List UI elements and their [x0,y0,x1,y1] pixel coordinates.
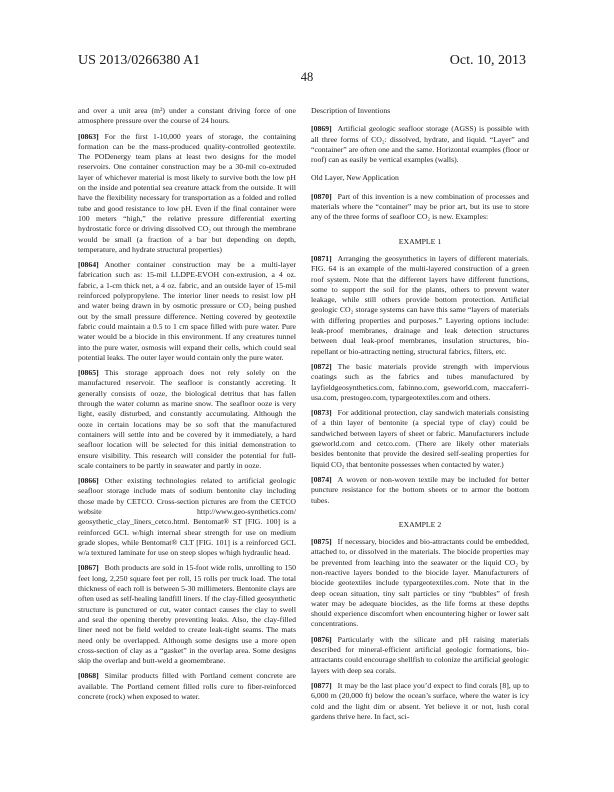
publication-date: Oct. 10, 2013 [449,53,526,68]
paragraph-continued [78,106,296,127]
publication-number: US 2013/0266380 A1 [78,53,201,68]
paragraph-text: If necessary, biocides and bio-attractants could be embedded, attached to, or dissolved in the materials. The biocide properties may be prevented from leaching into the seawater or the liquid CO₂ by non-reactive layers bonded to the biocide layer. Manufacturers of biocide geotextiles include typargeotextiles.com. Note that in the deep ocean situation, tiny salt particles or tiny “bubbles” of fresh water may be adequate biocides, as the life forms at these depths should experience discomfort when encountering higher or lower salt concentrations. [311,537,529,629]
paragraph-text: Part of this invention is a new combination of processes and materials where the “container” may be prior art, but its use to store any of the three forms of seafloor CO₂ is new. Examples: [311,191,529,222]
paragraph-number: [0866] [78,476,99,486]
paragraph-text: A woven or non-woven textile may be included for better puncture resistance for the bottom sheets or to armor the bottom tubes. [311,474,529,505]
paragraph-0871 [311,254,529,357]
section-heading: Old Layer, New Application [311,173,399,183]
paragraph-text: The basic materials provide strength with impervious coatings such as the fabrics and tubes manufactured by layfieldgeosynthetics.com, fabinno.com, gseworld.com, maccaferri-usa.com, prestogeo.com, typargeotextiles.com and others. [311,361,529,402]
paragraph-0874 [311,475,529,506]
paragraph-number: [0872] [311,361,332,371]
paragraph-0877 [311,681,529,722]
paragraph-0869 [311,124,529,165]
paragraph-text: Another container construction may be a multi-layer fabrication such as: 15-mil LLDPE-EVOH con-extrusion, a 4 oz. fabric, a 1-cm thick net, a 4 oz. fabric, and an outside layer of 15-mil reinforced polypropylene. The interior liner needs to resist low pH and water being drawn in by osmotic pressure or CO₂ being pushed out by the small pressure difference. Netting covered by geotextile fabric could maintain a 0.5 to 1 cm space filled with pure water. Pure water would be a biocide in this environment. If any creatures tunnel into the pure water, osmosis will expand their cells, which could seal potential leaks. The outer layer would contain only the pure water. [78,260,296,362]
paragraph-text: Arranging the geosynthetics in layers of different materials. FIG. 64 is an example of the multi-layered construction of a green roof system. Note that the different layers have different functions, some to support the soil for the plants, others to prevent water leakage, while still others provide bottom protection. Artificial geologic CO₂ storage systems can have this same “layers of materials with differing properties and purposes.” Layering options include: leak-proof membranes, drainage and leak detection structures between dual leak-proof membranes, insulation structures, bio-repellant or bio-attracting netting, structural fabrics, filters, etc. [311,253,529,356]
paragraph-0864 [78,260,296,363]
paragraph-0866 [78,476,296,558]
paragraph-text: Other existing technologies related to artificial geologic seafloor storage include mats of sodium bentonite clay including those made by CETCO. Cross-section pictures are from the CETCO website http://www.geo-synthetics.com/ geosythetic_clay_liners_cetco.html. Bentomat® ST [FIG. 100] is a reinforced GCL w/high internal shear strength for use on medium grade slopes, while Bentomat® CLT [FIG. 101] is a reinforced GCL w/a textured laminate for use on steep slopes w/high hydraulic head. [78,476,296,558]
paragraph-0873 [311,408,529,470]
paragraph-number: [0870] [311,191,332,201]
paragraph-0870 [311,192,529,223]
paragraph-text: and over a unit area (m²) under a constant driving force of one atmosphere pressure over the course of 24 hours. [78,106,296,126]
paragraph-number: [0871] [311,253,332,263]
paragraph-0876 [311,635,529,676]
paragraph-text: It may be the last place you’d expect to find corals [8], up to 6,000 m (20,000 ft) below the ocean’s surface, where the water is icy cold and the light dim or absent. Yet believe it or not, lush coral gardens thrive here. In fact, sci- [311,680,529,721]
paragraph-text: This storage approach does not rely solely on the manufactured reservoir. The seafloor is constantly accreting. It generally consists of ooze, the biological detritus that has fallen through the water column as marine snow. The seafloor ooze is very light, easily disturbed, and constantly accumulating. Although the ooze in certain locations may be so soft that the manufactured containers will settle into and be covered by it immediately, a hard seafloor location will be selected for this initial demonstration to ensure visibility. This research will consider the potential for full-scale containers to be partly in seawater and partly in ooze. [78,368,296,470]
paragraph-number: [0876] [311,634,332,644]
paragraph-0865 [78,368,296,471]
paragraph-text: For additional protection, clay sandwich materials consisting of a thin layer of bentonite (a special type of clay) could be sandwiched between layers of sheet or fabric. Manufacturers include gseworld.com and cetco.com. (There are likely other materials besides bentonite that provide the desired self-sealing properties for liquid CO₂ that bentonite possesses when contacted by water.) [311,408,529,469]
paragraph-number: [0877] [311,680,332,690]
paragraph-number: [0873] [311,408,332,418]
paragraph-text: Artificial geologic seafloor storage (AGSS) is possible with all three forms of CO₂: dissolved, hydrate, and liquid. “Layer” and “container” are often one and the same. Horizontal examples (floor or roof) can as easily be vertical examples (walls). [311,124,529,165]
paragraph-text: Similar products filled with Portland cement concrete are available. The Portland cement filled rolls cure to fiber-reinforced concrete (rock) when exposed to water. [78,671,296,702]
example-heading: EXAMPLE 2 [398,519,442,529]
paragraph-0863 [78,132,296,256]
paragraph-0872 [311,362,529,403]
paragraph-number: [0875] [311,537,332,547]
paragraph-number: [0865] [78,368,99,378]
paragraph-number: [0874] [311,474,332,484]
paragraph-number: [0864] [78,260,99,270]
section-heading: Description of Inventions [311,106,391,115]
example-heading: EXAMPLE 1 [398,236,442,246]
paragraph-number: [0869] [311,124,332,134]
paragraph-number: [0867] [78,563,99,573]
paragraph-number: [0868] [78,671,99,681]
paragraph-text: Particularly with the silicate and pH raising materials described for mineral-efficient artificial geologic formations, bio-attractants could encourage shellfish to colonize the artificial geologic layers with deep sea corals. [311,634,529,675]
page-number: 48 [300,70,314,84]
paragraph-text: For the first 1-10,000 years of storage, the containing formation can be the mass-produced quality-controlled geotextile. The PODenergy team plans at least two designs for the model reservoirs. One container construction may be a 30-mil co-extruded layer of whichever material is most likely to survive both the low pH on the inside and potential sea creature attack from the outside. It will have the flexibility necessary for transportation as a folded and rolled tube and good resistance to low pH. Even if the final container were 100 meters “high,” the relative pressure differential exerting hydrostatic force or driving dissolved CO₂ out through the membrane would be small (a fraction of a bar but depending on depth, temperature, and hydrate structural properties) [78,131,296,254]
right-column [311,106,529,727]
paragraph-0875 [311,537,529,630]
paragraph-number: [0863] [78,131,99,141]
paragraph-0868 [78,671,296,702]
paragraph-0867 [78,563,296,666]
left-column [78,106,296,707]
paragraph-text: Both products are sold in 15-foot wide rolls, unrolling to 150 feet long, 2,250 square feet per roll, 15 rolls per truck load. The total thickness of each roll is between 5-30 millimeters. Bentonite clays are often used as self-healing landfill liners. If the clay-filled geosynthetic structure is punctured or cut, water contact causes the clay to swell and seal the opening thereby preventing leaks. Also, the clay-filled liner need not be field welded to create leak-tight seams. The mats need only be overlapped. Although some designs use a more open cross-section of clay as a “gasket” in the overlap area. Some designs skip the overlap and butt-weld a geomembrane. [78,563,296,666]
